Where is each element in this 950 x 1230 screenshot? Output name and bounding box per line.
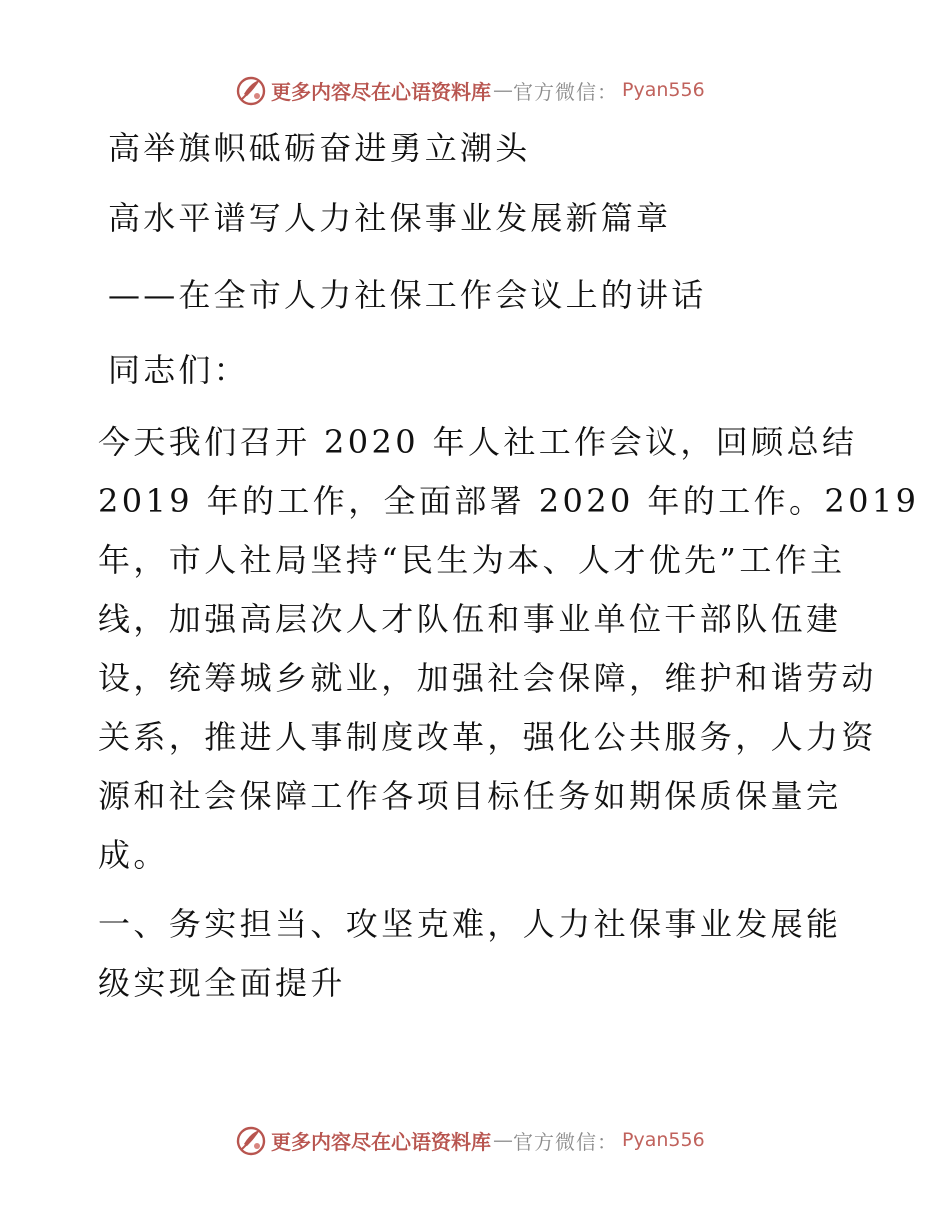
brand-logo-icon: [235, 1124, 267, 1156]
watermark-wechat-id: Pyan556: [622, 1129, 705, 1151]
watermark-official-label: 官方微信：: [513, 79, 618, 104]
watermark-brand-text: 更多内容尽在心语资料库: [271, 1129, 491, 1154]
watermark-brand-text: 更多内容尽在心语资料库: [271, 79, 491, 104]
brand-logo-icon: [235, 74, 267, 106]
paragraph-line: 设，统筹城乡就业，加强社会保障，维护和谐劳动: [98, 659, 877, 697]
document-title-line-2: 高水平谱写人力社保事业发展新篇章: [108, 199, 672, 237]
watermark-wechat-id: Pyan556: [622, 79, 705, 101]
section-heading-line: 一、务实担当、攻坚克难，人力社保事业发展能: [98, 905, 842, 943]
paragraph-line: 2019 年的工作，全面部署 2020 年的工作。2019: [98, 482, 920, 520]
paragraph-line: 线，加强高层次人才队伍和事业单位干部队伍建: [98, 600, 842, 638]
paragraph-line: 源和社会保障工作各项目标任务如期保质保量完: [98, 777, 842, 815]
document-title-line-1: 高举旗帜砥砺奋进勇立潮头: [108, 129, 531, 167]
watermark-header: [235, 72, 705, 108]
section-heading-line: 级实现全面提升: [98, 964, 346, 1002]
watermark-dash: —: [493, 78, 513, 102]
watermark-dash: —: [493, 1128, 513, 1152]
paragraph-line: 年，市人社局坚持“民生为本、人才优先”工作主: [98, 541, 846, 579]
watermark-footer: [235, 1122, 705, 1158]
paragraph-line: 关系，推进人事制度改革，强化公共服务，人力资: [98, 718, 877, 756]
watermark-official-label: 官方微信：: [513, 1129, 618, 1154]
paragraph-line: 成。: [98, 836, 169, 874]
paragraph-line: 今天我们召开 2020 年人社工作会议，回顾总结: [98, 423, 858, 461]
section-heading: [98, 895, 858, 1013]
document-subtitle: ——在全市人力社保工作会议上的讲话: [108, 276, 707, 314]
salutation: 同志们：: [108, 351, 249, 389]
intro-paragraph: [98, 413, 920, 885]
